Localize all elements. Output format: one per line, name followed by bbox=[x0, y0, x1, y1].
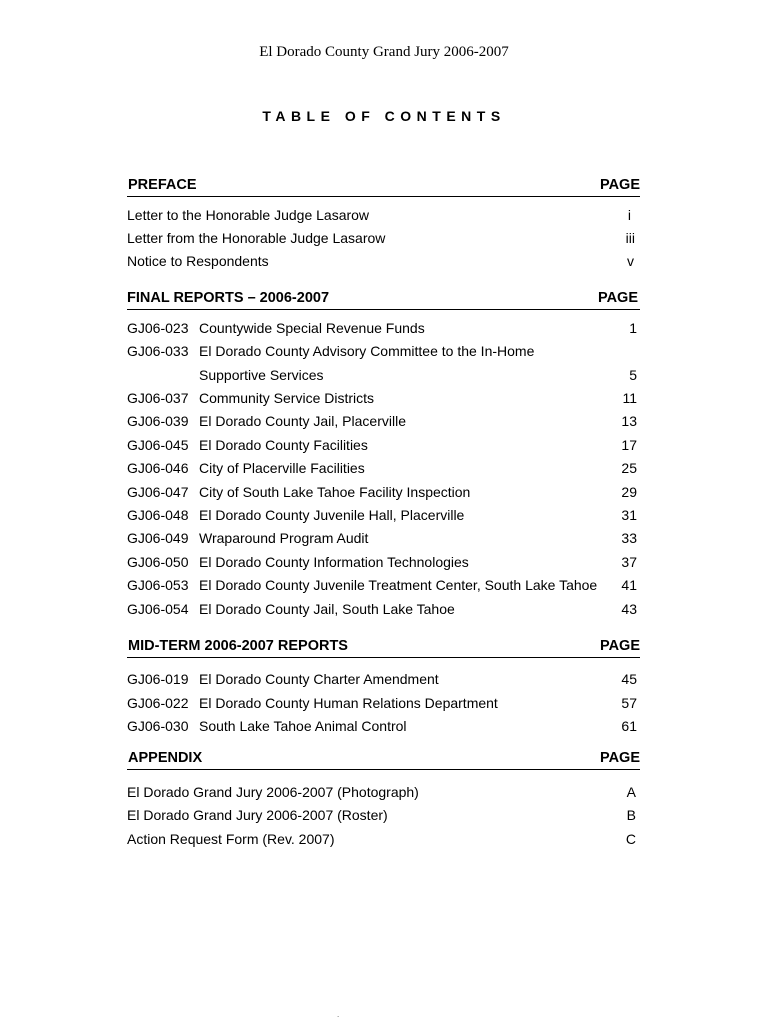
entry-page: 25 bbox=[621, 460, 637, 476]
page-column-label: PAGE bbox=[599, 750, 640, 766]
report-code: GJ06-054 bbox=[127, 601, 189, 617]
entry-title: Countywide Special Revenue Funds bbox=[199, 320, 425, 336]
entry-page: 45 bbox=[621, 671, 637, 687]
report-code: GJ06-053 bbox=[127, 577, 189, 593]
toc-entry bbox=[127, 551, 637, 573]
report-code: GJ06-023 bbox=[127, 320, 189, 336]
toc-entry bbox=[127, 574, 637, 596]
toc-entry bbox=[127, 668, 637, 690]
entry-page: i bbox=[627, 207, 631, 223]
entry-title: Letter from the Honorable Judge Lasarow bbox=[127, 230, 386, 246]
entry-title: City of South Lake Tahoe Facility Inspection bbox=[199, 484, 471, 500]
entry-title: Community Service Districts bbox=[199, 390, 375, 406]
report-code: GJ06-033 bbox=[127, 343, 189, 359]
entry-title: El Dorado County Jail, Placerville bbox=[199, 413, 406, 429]
toc-entry bbox=[127, 434, 637, 456]
entry-page: B bbox=[626, 807, 636, 823]
toc-entry bbox=[127, 317, 637, 339]
entry-title: El Dorado County Advisory Committee to the In-Home bbox=[199, 343, 535, 359]
report-code: GJ06-047 bbox=[127, 484, 189, 500]
entry-title: Action Request Form (Rev. 2007) bbox=[127, 831, 335, 847]
section-heading-appendix bbox=[127, 748, 640, 770]
entry-title: El Dorado County Jail, South Lake Tahoe bbox=[199, 601, 455, 617]
entry-page: C bbox=[625, 831, 636, 847]
toc-entry bbox=[127, 715, 637, 737]
entry-title: El Dorado Grand Jury 2006-2007 (Roster) bbox=[127, 807, 388, 823]
report-code: GJ06-019 bbox=[127, 671, 189, 687]
report-code: GJ06-048 bbox=[127, 507, 189, 523]
entry-page: v bbox=[627, 253, 634, 269]
entry-title: Supportive Services bbox=[199, 367, 324, 383]
entry-title: El Dorado County Charter Amendment bbox=[199, 671, 439, 687]
page-column-label: PAGE bbox=[599, 638, 640, 654]
report-code: GJ06-046 bbox=[127, 460, 189, 476]
entry-page: 11 bbox=[622, 390, 637, 406]
entry-title: El Dorado County Facilities bbox=[199, 437, 368, 453]
toc-entry bbox=[127, 781, 637, 803]
entry-title: City of Placerville Facilities bbox=[199, 460, 365, 476]
footer-mark: . bbox=[337, 1010, 340, 1019]
entry-title: El Dorado County Juvenile Treatment Center, South Lake Tahoe bbox=[199, 577, 598, 593]
entry-page: 31 bbox=[621, 507, 637, 523]
toc-entry bbox=[127, 481, 637, 503]
entry-page: 29 bbox=[621, 484, 637, 500]
section-heading-final-reports bbox=[127, 288, 640, 310]
toc-entry bbox=[127, 250, 637, 272]
toc-entry bbox=[127, 527, 637, 549]
entry-page: iii bbox=[625, 230, 635, 246]
report-code: GJ06-049 bbox=[127, 530, 189, 546]
section-title: MID-TERM 2006-2007 REPORTS bbox=[128, 638, 348, 654]
entry-page: A bbox=[626, 784, 636, 800]
toc-entry bbox=[127, 804, 637, 826]
toc-entry bbox=[127, 828, 637, 850]
entry-page: 37 bbox=[621, 554, 637, 570]
report-code: GJ06-037 bbox=[127, 390, 189, 406]
entry-title: Letter to the Honorable Judge Lasarow bbox=[127, 207, 370, 223]
entry-title: South Lake Tahoe Animal Control bbox=[199, 718, 407, 734]
entry-page: 57 bbox=[621, 695, 637, 711]
toc-entry bbox=[127, 457, 637, 479]
toc-entry bbox=[127, 692, 637, 714]
entry-title: El Dorado Grand Jury 2006-2007 (Photograph) bbox=[127, 784, 419, 800]
entry-page: 61 bbox=[621, 718, 637, 734]
entry-page: 33 bbox=[621, 530, 637, 546]
toc-entry bbox=[127, 410, 637, 432]
entry-title: El Dorado County Human Relations Department bbox=[199, 695, 498, 711]
toc-entry-continuation bbox=[127, 364, 637, 386]
toc-entry bbox=[127, 598, 637, 620]
toc-entry bbox=[127, 227, 637, 249]
entry-page: 1 bbox=[629, 320, 637, 336]
report-code: GJ06-039 bbox=[127, 413, 189, 429]
toc-entry bbox=[127, 204, 637, 226]
entry-page: 13 bbox=[621, 413, 637, 429]
toc-entry bbox=[127, 340, 637, 362]
section-title: APPENDIX bbox=[128, 750, 203, 766]
toc-entry bbox=[127, 387, 637, 409]
section-title: PREFACE bbox=[128, 177, 197, 193]
entry-page: 17 bbox=[621, 437, 637, 453]
entry-page: 41 bbox=[621, 577, 637, 593]
report-code: GJ06-030 bbox=[127, 718, 189, 734]
toc-entry bbox=[127, 504, 637, 526]
report-code: GJ06-022 bbox=[127, 695, 189, 711]
page-column-label: PAGE bbox=[599, 177, 640, 193]
report-code: GJ06-045 bbox=[127, 437, 189, 453]
entry-page: 5 bbox=[629, 367, 637, 383]
entry-title: Notice to Respondents bbox=[127, 253, 269, 269]
entry-page: 43 bbox=[621, 601, 637, 617]
entry-title: El Dorado County Juvenile Hall, Placerville bbox=[199, 507, 465, 523]
entry-title: El Dorado County Information Technologies bbox=[199, 554, 469, 570]
section-heading-mid-term bbox=[127, 636, 640, 658]
running-header: El Dorado County Grand Jury 2006-2007 bbox=[259, 44, 509, 60]
section-title: FINAL REPORTS – 2006-2007 bbox=[127, 290, 330, 306]
report-code: GJ06-050 bbox=[127, 554, 189, 570]
page-title: TABLE OF CONTENTS bbox=[262, 108, 506, 124]
section-heading-preface bbox=[127, 175, 640, 197]
entry-title: Wraparound Program Audit bbox=[199, 530, 369, 546]
page-column-label: PAGE bbox=[597, 290, 638, 306]
